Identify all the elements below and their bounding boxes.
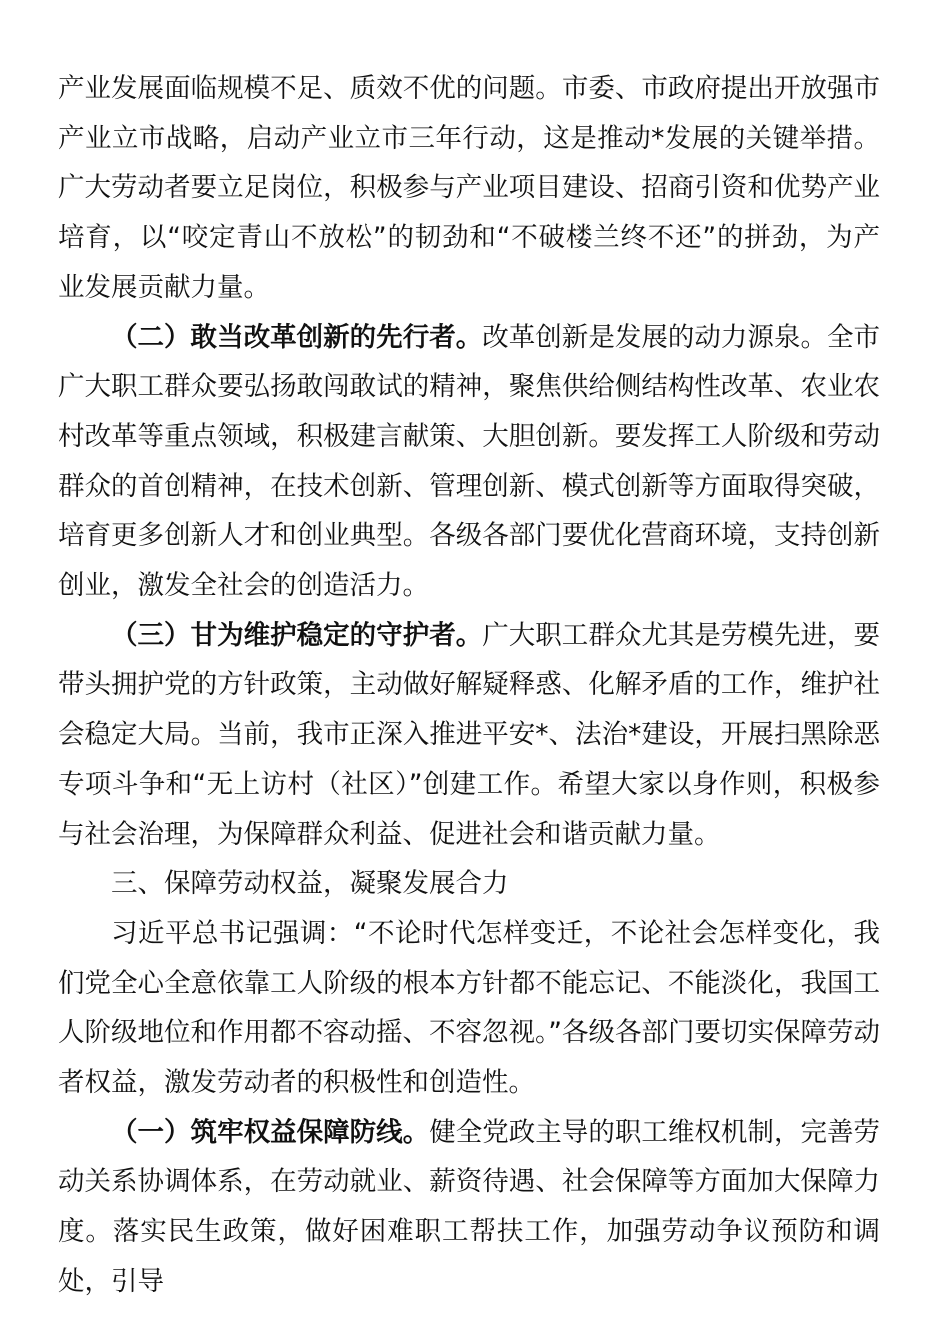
paragraph-stability [58, 611, 880, 860]
paragraph-industry [58, 64, 880, 313]
section-heading-three [58, 859, 880, 909]
section-heading-text: 三、保障劳动权益，凝聚发展合力 [111, 868, 509, 900]
paragraph-rights-protection [58, 1108, 880, 1307]
paragraph-text: 广大职工群众尤其是劳模先进，要带头拥护党的方针政策，主动做好解疑释惑、化解矛盾的工作，维护社会稳定大局。当前，我市正深入推进平安*、法治*建设，开展扫黑除恶专项斗争和“无上访村（社区）”创建工作。希望大家以身作则，积极参与社会治理，为保障群众利益、促进社会和谐贡献力量。 [58, 619, 880, 850]
paragraph-quote [58, 909, 880, 1108]
paragraph-lead-heading: （三）甘为维护稳定的守护者。 [111, 619, 483, 651]
paragraph-text: 习近平总书记强调：“不论时代怎样变迁，不论社会怎样变化，我们党全心全意依靠工人阶级的根本方针都不能忘记、不能淡化，我国工人阶级地位和作用都不容动摇、不容忽视。”各级各部门要切实保障劳动者权益，激发劳动者的积极性和创造性。 [58, 917, 880, 1099]
paragraph-text: 健全党政主导的职工维权机制，完善劳动关系协调体系，在劳动就业、薪资待遇、社会保障等方面加大保障力度。落实民生政策，做好困难职工帮扶工作，加强劳动争议预防和调处，引导 [58, 1116, 881, 1297]
paragraph-text: 产业发展面临规模不足、质效不优的问题。市委、市政府提出开放强市产业立市战略，启动产业立市三年行动，这是推动*发展的关键举措。广大劳动者要立足岗位，积极参与产业项目建设、招商引资和优势产业培育，以“咬定青山不放松”的韧劲和“不破楼兰终不还”的拼劲，为产业发展贡献力量。 [58, 73, 880, 303]
paragraph-text: 改革创新是发展的动力源泉。全市广大职工群众要弘扬敢闯敢试的精神，聚焦供给侧结构性改革、农业农村改革等重点领域，积极建言献策、大胆创新。要发挥工人阶级和劳动群众的首创精神，在技术创新、管理创新、模式创新等方面取得突破，培育更多创新人才和创业典型。各级各部门要优化营商环境，支持创新创业，激发全社会的创造活力。 [58, 321, 880, 602]
paragraph-lead-heading: （一）筑牢权益保障防线。 [111, 1116, 430, 1148]
document-page [58, 64, 880, 1307]
paragraph-lead-heading: （二）敢当改革创新的先行者。 [111, 321, 483, 353]
paragraph-reform-innovation [58, 313, 880, 611]
